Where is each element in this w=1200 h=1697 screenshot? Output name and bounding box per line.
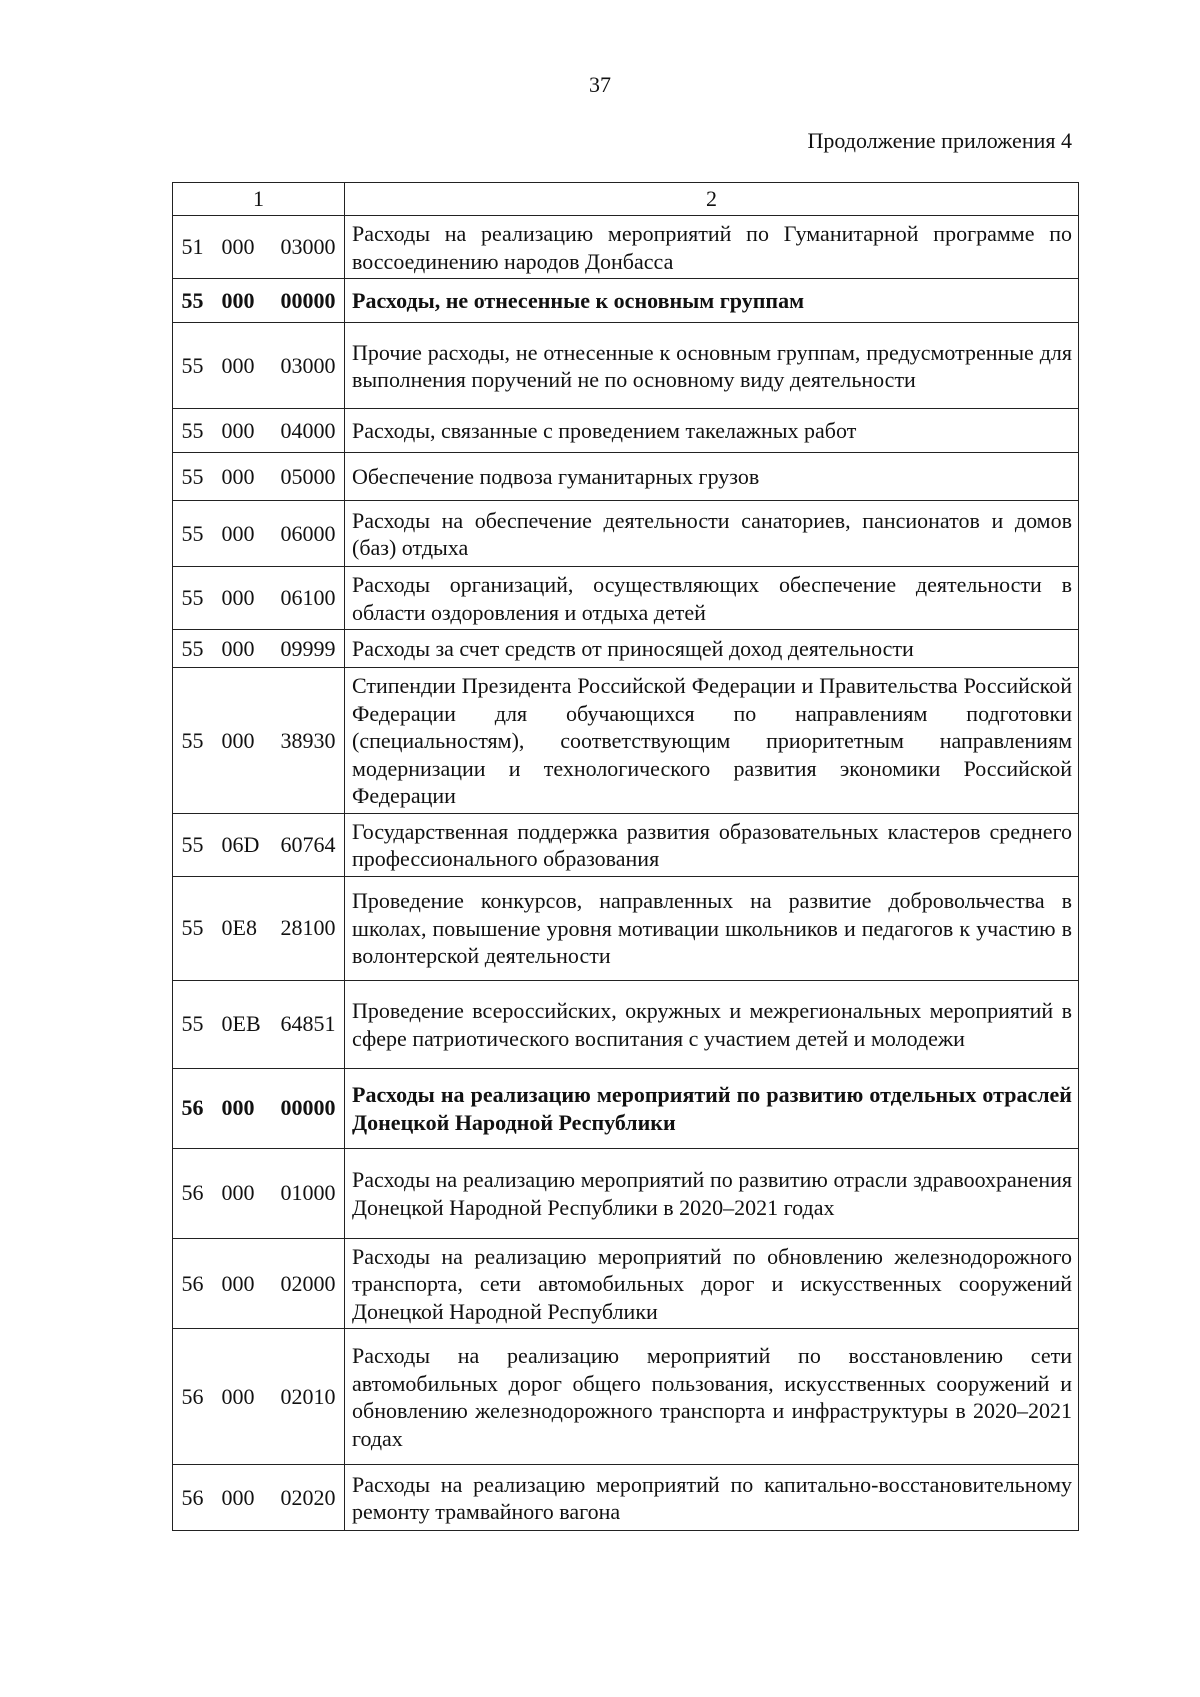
code-part: 55 [181,1011,204,1037]
code-part: 38930 [280,727,336,753]
description-cell: Государственная поддержка развития образовательных кластеров среднего профессионального образования [345,813,1079,876]
code-part: 02000 [280,1270,336,1296]
code-cell [173,1329,345,1465]
code-part: 55 [181,520,204,546]
code-part: 000 [221,352,255,378]
code-part: 000 [221,520,255,546]
table-row [173,279,1079,323]
column-header-2: 2 [345,183,1079,216]
code-cell [173,1238,345,1329]
table-row [173,1238,1079,1329]
code-part: 55 [181,831,204,857]
code-part: 03000 [280,352,336,378]
code-cell [173,630,345,668]
code-part: 55 [181,635,204,661]
description-cell: Расходы на обеспечение деятельности санаториев, пансионатов и домов (баз) отдыха [345,501,1079,567]
code-part: 55 [181,417,204,443]
code-part: 06100 [280,585,336,611]
description-cell: Расходы на реализацию мероприятий по капитально-восстановительному ремонту трамвайного вагона [345,1465,1079,1531]
code-part: 64851 [280,1011,336,1037]
code-cell [173,279,345,323]
description-cell: Расходы на реализацию мероприятий по развитию отдельных отраслей Донецкой Народной Республики [345,1068,1079,1148]
description-cell: Проведение всероссийских, окружных и межрегиональных мероприятий в сфере патриотического воспитания с участием детей и молодежи [345,980,1079,1068]
code-part: 000 [221,1383,255,1409]
table-row [173,501,1079,567]
code-part: 000 [221,727,255,753]
table-header-row [173,183,1079,216]
table-row [173,453,1079,501]
table-row [173,813,1079,876]
code-part: 00000 [280,287,336,313]
code-cell [173,1068,345,1148]
code-part: 56 [181,1180,204,1206]
code-part: 000 [221,585,255,611]
code-part: 55 [181,585,204,611]
description-cell: Проведение конкурсов, направленных на развитие добровольчества в школах, повышение уровня мотивации школьников и педагогов к участию в волонтерской деятельности [345,876,1079,980]
code-part: 56 [181,1383,204,1409]
code-part: 55 [181,463,204,489]
table-body [173,216,1079,1531]
page-number: 37 [589,72,611,97]
code-cell [173,567,345,630]
code-part: 51 [181,234,204,260]
description-cell: Расходы, связанные с проведением такелажных работ [345,409,1079,453]
code-cell [173,668,345,814]
description-cell: Стипендии Президента Российской Федерации и Правительства Российской Федерации для обучающихся по направлениям подготовки (специальностям), соответствующим приоритетным направлениям модернизации и технологического развития экономики Российской Федерации [345,668,1079,814]
table-row [173,980,1079,1068]
code-part: 000 [221,635,255,661]
code-part: 60764 [280,831,336,857]
code-cell [173,813,345,876]
code-part: 0EB [221,1011,261,1037]
table-row [173,567,1079,630]
table-row [173,876,1079,980]
description-cell: Расходы, не отнесенные к основным группам [345,279,1079,323]
table-row [173,668,1079,814]
code-part: 06D [221,831,260,857]
description-cell: Прочие расходы, не отнесенные к основным группам, предусмотренные для выполнения поручений не по основному виду деятельности [345,323,1079,409]
table-row [173,409,1079,453]
code-cell [173,1148,345,1238]
description-cell: Расходы на реализацию мероприятий по развитию отрасли здравоохранения Донецкой Народной Республики в 2020–2021 годах [345,1148,1079,1238]
code-part: 000 [221,287,255,313]
table-row [173,216,1079,279]
code-part: 56 [181,1095,204,1121]
code-part: 02020 [280,1484,336,1510]
code-part: 000 [221,1180,255,1206]
table-row [173,1465,1079,1531]
code-part: 03000 [280,234,336,260]
code-part: 56 [181,1270,204,1296]
code-cell [173,501,345,567]
description-cell: Расходы организаций, осуществляющих обеспечение деятельности в области оздоровления и отдыха детей [345,567,1079,630]
description-cell: Расходы на реализацию мероприятий по обновлению железнодорожного транспорта, сети автомобильных дорог и искусственных сооружений Донецкой Народной Республики [345,1238,1079,1329]
code-cell [173,323,345,409]
code-cell [173,453,345,501]
code-part: 56 [181,1484,204,1510]
code-part: 0E8 [221,915,257,941]
description-cell: Расходы за счет средств от приносящей доход деятельности [345,630,1079,668]
code-part: 09999 [280,635,336,661]
table-row [173,1329,1079,1465]
budget-codes-table [172,182,1079,1531]
code-part: 00000 [280,1095,336,1121]
code-part: 000 [221,417,255,443]
code-part: 28100 [280,915,336,941]
description-cell: Расходы на реализацию мероприятий по восстановлению сети автомобильных дорог общего пользования, искусственных сооружений и обновлению железнодорожного транспорта и инфраструктуры в 2020–2021 годах [345,1329,1079,1465]
code-cell [173,409,345,453]
table-row [173,1068,1079,1148]
code-cell [173,876,345,980]
code-part: 01000 [280,1180,336,1206]
code-part: 02010 [280,1383,336,1409]
description-cell: Обеспечение подвоза гуманитарных грузов [345,453,1079,501]
code-part: 55 [181,352,204,378]
code-part: 06000 [280,520,336,546]
code-part: 000 [221,1270,255,1296]
code-part: 000 [221,1095,255,1121]
appendix-note: Продолжение приложения 4 [807,128,1072,153]
code-part: 000 [221,1484,255,1510]
table-row [173,1148,1079,1238]
description-cell: Расходы на реализацию мероприятий по Гуманитарной программе по воссоединению народов Донбасса [345,216,1079,279]
code-part: 55 [181,727,204,753]
table-row [173,323,1079,409]
code-part: 55 [181,287,204,313]
table-row [173,630,1079,668]
code-cell [173,980,345,1068]
code-cell [173,1465,345,1531]
code-part: 000 [221,234,255,260]
code-part: 000 [221,463,255,489]
code-part: 55 [181,915,204,941]
code-part: 04000 [280,417,336,443]
code-part: 05000 [280,463,336,489]
column-header-1: 1 [173,183,345,216]
code-cell [173,216,345,279]
